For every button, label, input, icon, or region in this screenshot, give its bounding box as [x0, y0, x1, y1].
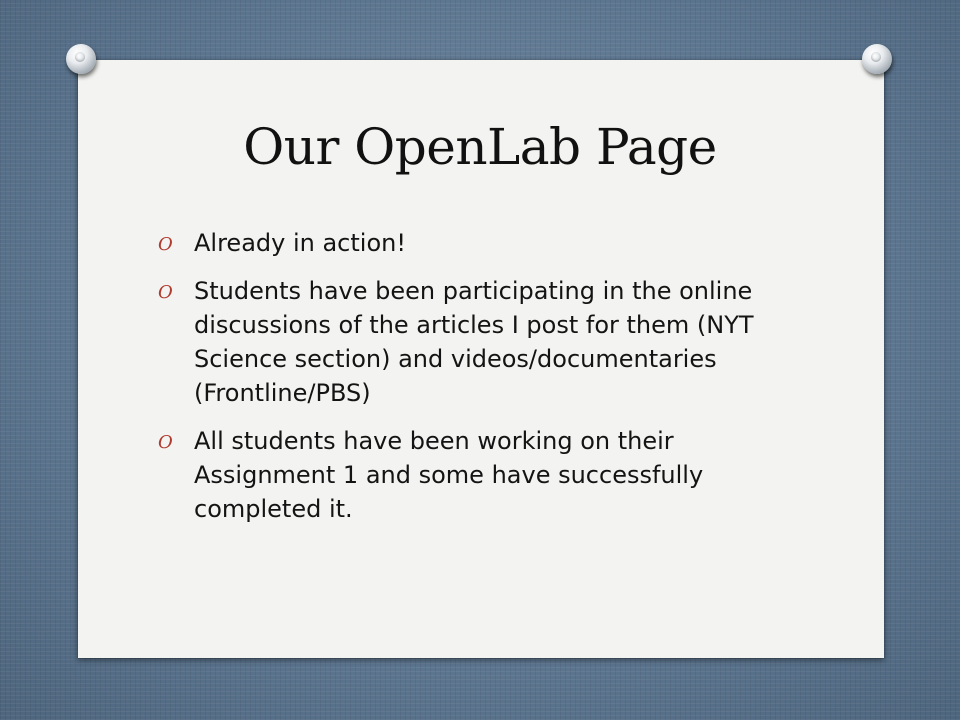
bullet-item: [158, 424, 818, 526]
bullet-marker-icon: O: [158, 234, 173, 255]
bullet-text: Already in action!: [194, 229, 406, 257]
bullet-marker-icon: O: [158, 432, 173, 453]
bullet-list: [158, 226, 818, 540]
bullet-item: [158, 274, 818, 410]
bullet-marker-icon: O: [158, 282, 173, 303]
bullet-text: All students have been working on their Assignment 1 and some have successfully completed it.: [194, 427, 704, 523]
bullet-text: Students have been participating in the online discussions of the articles I post for them (NYT Science section) and videos/documentaries (Frontline/PBS): [194, 277, 754, 407]
pushpin-left-icon: [66, 44, 96, 74]
slide-title: Our OpenLab Page: [243, 118, 717, 176]
pushpin-right-icon: [862, 44, 892, 74]
bullet-item: [158, 226, 818, 260]
